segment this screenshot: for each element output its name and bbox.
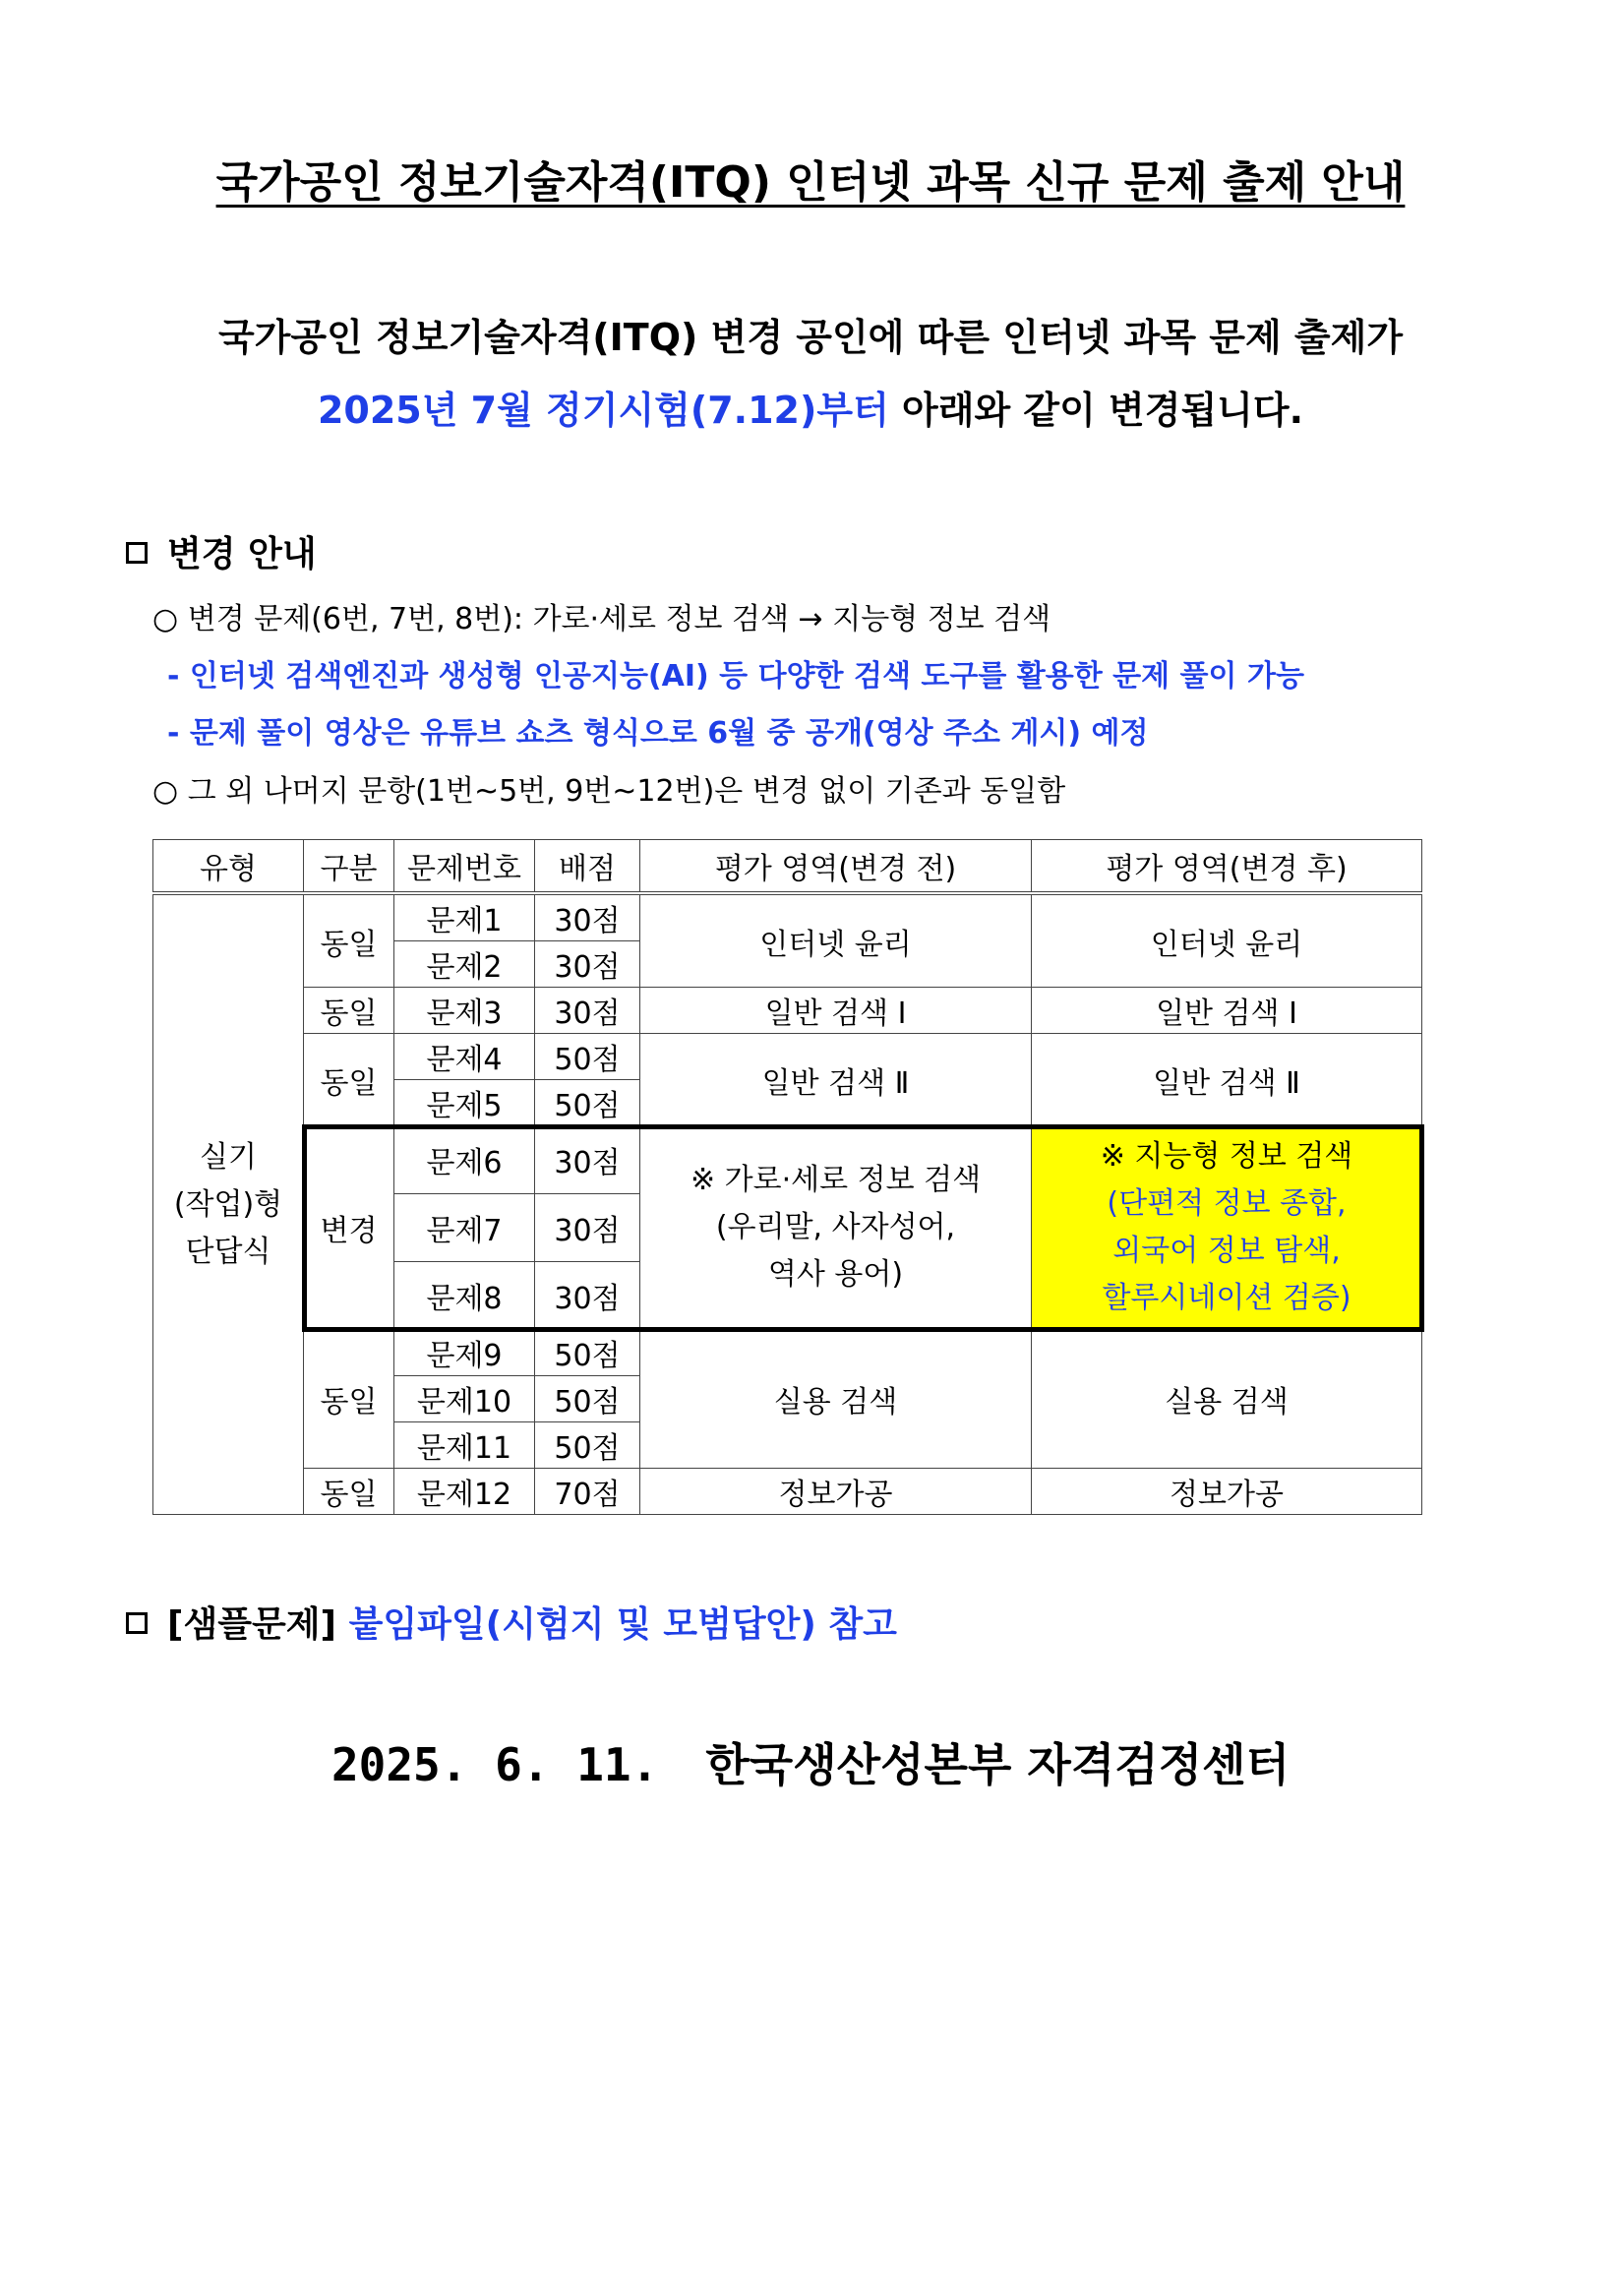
header-score: 배점 bbox=[535, 840, 640, 894]
table-header-row bbox=[153, 840, 1422, 894]
question-no: 문제12 bbox=[394, 1469, 535, 1515]
question-no: 문제8 bbox=[394, 1262, 535, 1330]
category-cell: 동일 bbox=[304, 893, 394, 988]
intro-line-2 bbox=[0, 386, 1621, 435]
area-after-line: 할루시네이션 검증) bbox=[1102, 1281, 1351, 1315]
header-question-no: 문제번호 bbox=[394, 840, 535, 894]
question-no: 문제1 bbox=[394, 893, 535, 941]
page-title bbox=[0, 155, 1621, 211]
area-before-line: 역사 용어) bbox=[767, 1257, 904, 1292]
area-before: 일반 검색 Ⅰ bbox=[640, 988, 1032, 1034]
change-subitem: - 문제 풀이 영상은 유튜브 쇼츠 형식으로 6월 중 공개(영상 주소 게시) 예정 bbox=[167, 716, 1149, 751]
footer bbox=[0, 1735, 1621, 1794]
area-before-line: ※ 가로·세로 정보 검색 bbox=[690, 1163, 982, 1197]
score: 30점 bbox=[535, 988, 640, 1034]
question-no: 문제6 bbox=[394, 1126, 535, 1194]
question-table bbox=[152, 839, 1422, 1515]
intro-effective-date: 2025년 7월 정기시험(7.12)부터 bbox=[317, 389, 889, 432]
category-cell: 동일 bbox=[304, 1469, 394, 1515]
question-no: 문제10 bbox=[394, 1376, 535, 1422]
change-subitem: - 인터넷 검색엔진과 생성형 인공지능(AI) 등 다양한 검색 도구를 활용한 문제 풀이 가능 bbox=[167, 659, 1304, 694]
score: 30점 bbox=[535, 1126, 640, 1194]
change-item: ○ 변경 문제(6번, 7번, 8번): 가로·세로 정보 검색 → 지능형 정보 검색 bbox=[152, 602, 1051, 636]
section-change-heading bbox=[126, 531, 317, 578]
score: 30점 bbox=[535, 1262, 640, 1330]
table-row bbox=[153, 893, 1422, 941]
area-before-changed bbox=[640, 1126, 1032, 1330]
category-cell-changed: 변경 bbox=[304, 1126, 394, 1330]
intro-line-2-rest: 아래와 같이 변경됩니다. bbox=[888, 389, 1304, 432]
question-no: 문제3 bbox=[394, 988, 535, 1034]
table-row bbox=[153, 1330, 1422, 1376]
type-line: 실기 bbox=[200, 1139, 257, 1175]
score: 70점 bbox=[535, 1469, 640, 1515]
section-change-heading-text: 변경 안내 bbox=[167, 534, 317, 574]
header-area-after: 평가 영역(변경 후) bbox=[1032, 840, 1422, 894]
question-no: 문제5 bbox=[394, 1080, 535, 1126]
question-no: 문제2 bbox=[394, 941, 535, 988]
area-before: 일반 검색 Ⅱ bbox=[640, 1034, 1032, 1126]
question-no: 문제9 bbox=[394, 1330, 535, 1376]
footer-date: 2025. 6. 11. bbox=[330, 1738, 659, 1791]
type-cell bbox=[153, 893, 304, 1515]
area-after: 실용 검색 bbox=[1032, 1330, 1422, 1469]
table-row bbox=[153, 988, 1422, 1034]
area-before: 실용 검색 bbox=[640, 1330, 1032, 1469]
score: 50점 bbox=[535, 1376, 640, 1422]
area-after: 일반 검색 Ⅰ bbox=[1032, 988, 1422, 1034]
table-row bbox=[153, 1469, 1422, 1515]
sample-attachment-note: 붙임파일(시험지 및 모범답안) 참고 bbox=[348, 1604, 897, 1645]
score: 50점 bbox=[535, 1422, 640, 1469]
area-after: 인터넷 윤리 bbox=[1032, 893, 1422, 988]
footer-organization: 한국생산성본부 자격검정센터 bbox=[705, 1738, 1291, 1791]
page-title-text: 국가공인 정보기술자격(ITQ) 인터넷 과목 신규 문제 출제 안내 bbox=[215, 157, 1406, 208]
category-cell: 동일 bbox=[304, 1330, 394, 1469]
area-after: 일반 검색 Ⅱ bbox=[1032, 1034, 1422, 1126]
question-no: 문제4 bbox=[394, 1034, 535, 1080]
square-bullet-icon bbox=[126, 542, 148, 564]
score: 30점 bbox=[535, 941, 640, 988]
area-after: 정보가공 bbox=[1032, 1469, 1422, 1515]
table-row bbox=[153, 1126, 1422, 1194]
header-type: 유형 bbox=[153, 840, 304, 894]
intro-line-1: 국가공인 정보기술자격(ITQ) 변경 공인에 따른 인터넷 과목 문제 출제가 bbox=[217, 316, 1404, 359]
area-before: 정보가공 bbox=[640, 1469, 1032, 1515]
table-row bbox=[153, 1034, 1422, 1080]
type-line: (작업)형 bbox=[173, 1186, 283, 1222]
header-area-before: 평가 영역(변경 전) bbox=[640, 840, 1032, 894]
type-line: 단답식 bbox=[185, 1234, 271, 1269]
category-cell: 동일 bbox=[304, 988, 394, 1034]
area-after-changed bbox=[1032, 1126, 1422, 1330]
category-cell: 동일 bbox=[304, 1034, 394, 1126]
area-after-line: 외국어 정보 탐색, bbox=[1112, 1234, 1341, 1268]
area-before: 인터넷 윤리 bbox=[640, 893, 1032, 988]
score: 50점 bbox=[535, 1034, 640, 1080]
unchanged-item: ○ 그 외 나머지 문항(1번~5번, 9번~12번)은 변경 없이 기존과 동일함 bbox=[152, 774, 1066, 809]
area-after-line: ※ 지능형 정보 검색 bbox=[1100, 1139, 1353, 1174]
area-before-line: (우리말, 사자성어, bbox=[715, 1210, 956, 1244]
area-after-line: (단편적 정보 종합, bbox=[1107, 1186, 1347, 1221]
question-no: 문제11 bbox=[394, 1422, 535, 1469]
question-no: 문제7 bbox=[394, 1194, 535, 1262]
score: 30점 bbox=[535, 1194, 640, 1262]
score: 50점 bbox=[535, 1330, 640, 1376]
score: 50점 bbox=[535, 1080, 640, 1126]
square-bullet-icon bbox=[126, 1612, 148, 1634]
section-sample-heading bbox=[126, 1601, 897, 1649]
sample-label: [샘플문제] bbox=[167, 1604, 337, 1645]
header-category: 구분 bbox=[304, 840, 394, 894]
score: 30점 bbox=[535, 893, 640, 941]
